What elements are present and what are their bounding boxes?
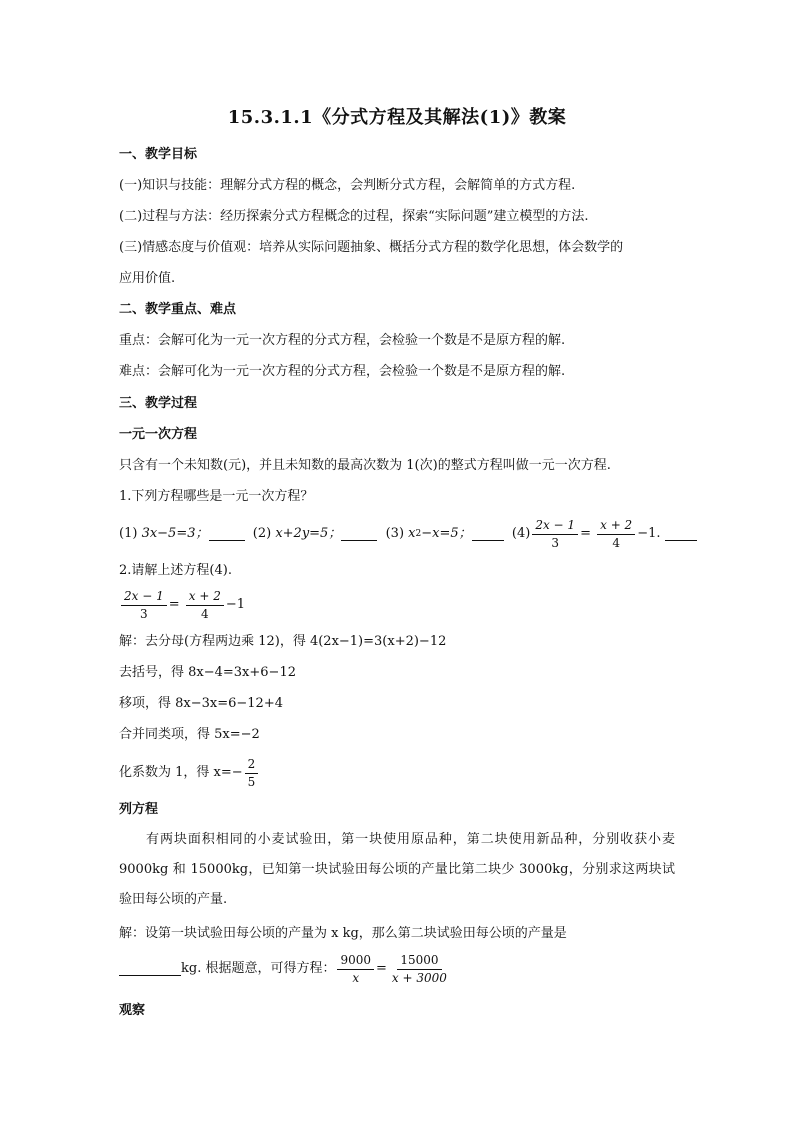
fraction-9000-over-x	[337, 953, 374, 986]
difficult-point: 难点：会解可化为一元一次方程的分式方程，会检验一个数是不是原方程的解.	[119, 364, 566, 379]
solution-step-2: 去括号，得 8x−4=3x+6−12	[119, 665, 296, 680]
fraction-denominator: 3	[551, 535, 560, 550]
document-title: 15.3.1.1《分式方程及其解法(1)》教案	[227, 107, 567, 128]
eq3-x: x	[408, 526, 416, 541]
question-2: 2.请解上述方程(4).	[119, 563, 232, 578]
eq2: x+2y=5；	[275, 526, 342, 541]
goal-attitude-cont: 应用价值.	[119, 271, 176, 286]
answer-blank-1[interactable]	[209, 527, 245, 541]
step5-fraction	[245, 757, 259, 790]
eq3-label: (3)	[385, 526, 405, 541]
eq4-label: (4)	[511, 526, 531, 541]
eq3-exponent: 2	[415, 529, 422, 539]
fraction-15000	[389, 953, 450, 986]
fraction-numerator: 2	[245, 757, 259, 774]
fraction-numerator: x + 2	[186, 589, 224, 606]
word-problem-equation	[119, 951, 452, 987]
goal-attitude: (三)情感态度与价值观：培养从实际问题抽象、概括分式方程的数学化思想，体会数学的	[119, 240, 624, 255]
solution-continuation: kg. 根据题意，可得方程：	[181, 961, 336, 976]
eq4-fraction-left	[532, 518, 578, 551]
eq1: 3x−5=3；	[141, 526, 209, 541]
fraction-numerator: 2x − 1	[121, 589, 167, 606]
eq4-fraction-right	[597, 518, 635, 551]
fraction-numerator: 9000	[337, 953, 374, 970]
fraction-numerator: x + 2	[597, 518, 635, 535]
fraction-denominator: x	[352, 970, 360, 985]
goal-knowledge: (一)知识与技能：理解分式方程的概念，会判断分式方程，会解简单的方式方程.	[119, 178, 576, 193]
restated-fraction-right	[186, 589, 224, 622]
equals-sign: =	[580, 526, 591, 541]
answer-blank-yield[interactable]	[119, 962, 181, 976]
section-heading-keypoints: 二、教学重点、难点	[119, 302, 237, 317]
equals-sign: =	[168, 597, 180, 612]
section-heading-process: 三、教学过程	[119, 396, 198, 411]
fraction-numerator: 2x − 1	[532, 518, 578, 535]
goal-process: (二)过程与方法：经历探索分式方程概念的过程，探索“实际问题”建立模型的方法.	[119, 209, 589, 224]
question-1: 1.下列方程哪些是一元一次方程？	[119, 489, 314, 504]
equation-list	[119, 516, 697, 552]
eq2-label: (2)	[252, 526, 272, 541]
fraction-denominator: 5	[247, 774, 256, 789]
restated-fraction-left	[121, 589, 167, 622]
solution-step-4: 合并同类项，得 5x=−2	[119, 727, 260, 742]
equation-4-restated	[119, 587, 245, 623]
eq3-rest: −x=5；	[421, 526, 472, 541]
eq1-label: (1)	[119, 526, 138, 541]
subheading-set-up-equation: 列方程	[119, 802, 159, 817]
equals-sign: =	[376, 961, 387, 976]
fraction-denominator: 4	[201, 606, 209, 621]
fraction-denominator: 4	[612, 535, 620, 550]
word-problem-text: 有两块面积相同的小麦试验田，第一块使用原品种，第二块使用新品种，分别收获小麦 9000kg 和 15000kg，已知第一块试验田每公顷的产量比第二块少 3000kg，分别求这两块试验田每公顷的产量.	[119, 832, 675, 907]
key-point: 重点：会解可化为一元一次方程的分式方程，会检验一个数是不是原方程的解.	[119, 333, 566, 348]
subheading-observe: 观察	[119, 1003, 146, 1018]
subheading-linear-equation: 一元一次方程	[119, 427, 198, 442]
fraction-denominator: 3	[140, 606, 148, 621]
solution-step-5	[119, 755, 260, 791]
step5-text: 化系数为 1，得 x=−	[119, 765, 243, 780]
word-problem	[119, 825, 675, 915]
fraction-denominator: x + 3000	[391, 970, 447, 985]
restated-tail: −1	[225, 597, 246, 612]
answer-blank-3[interactable]	[472, 527, 504, 541]
answer-blank-4[interactable]	[665, 527, 697, 541]
answer-blank-2[interactable]	[341, 527, 377, 541]
solution-step-1: 解：去分母(方程两边乘 12)，得 4(2x−1)=3(x+2)−12	[119, 634, 447, 649]
definition-text: 只含有一个未知数(元)，并且未知数的最高次数为 1(次)的整式方程叫做一元一次方程.	[119, 458, 611, 473]
eq4-tail: −1.	[637, 526, 661, 541]
fraction-numerator: 15000	[397, 953, 441, 970]
word-problem-solution: 解：设第一块试验田每公顷的产量为 x kg，那么第二块试验田每公顷的产量是	[119, 926, 567, 941]
solution-step-3: 移项，得 8x−3x=6−12+4	[119, 696, 283, 711]
section-heading-goals: 一、教学目标	[119, 147, 198, 162]
